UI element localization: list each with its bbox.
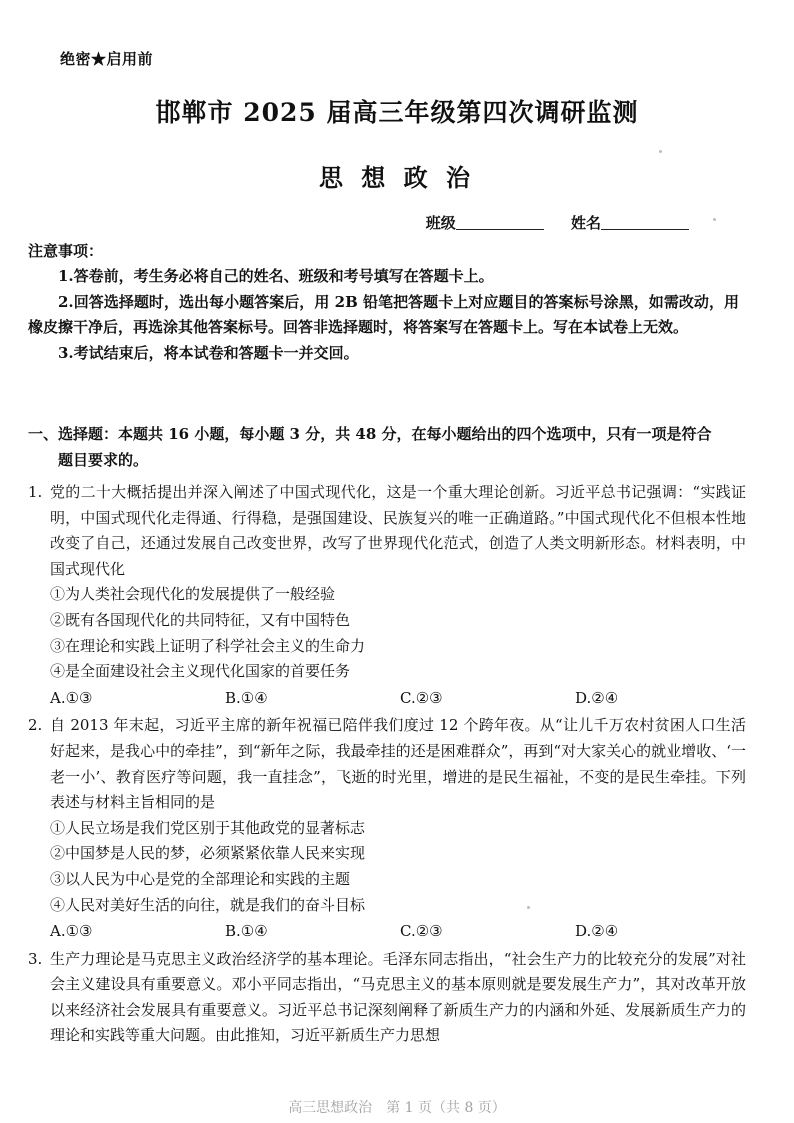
secret-label: 绝密★启用前 bbox=[60, 50, 154, 68]
choice-a[interactable]: A.①③ bbox=[50, 688, 93, 707]
choice-b[interactable]: B.①④ bbox=[225, 922, 268, 941]
class-field-blank[interactable] bbox=[456, 214, 544, 230]
student-fields bbox=[404, 212, 689, 233]
scan-speck bbox=[659, 150, 662, 153]
question-list bbox=[28, 480, 746, 1051]
section-heading-line2: 题目要求的。 bbox=[58, 450, 149, 469]
page-title: 邯郸市 2025 届高三年级第四次调研监测 bbox=[155, 98, 639, 127]
question-option: ④是全面建设社会主义现代化国家的首要任务 bbox=[50, 662, 351, 681]
choice-c[interactable]: C.②③ bbox=[400, 922, 443, 941]
question-item bbox=[28, 713, 746, 944]
class-field-label: 班级 bbox=[425, 214, 456, 232]
question-number: 1. bbox=[28, 483, 43, 501]
question-number: 3. bbox=[28, 949, 43, 968]
class-field bbox=[426, 212, 544, 233]
question-choices bbox=[50, 919, 746, 945]
section-heading-line1: 一、选择题：本题共 16 小题，每小题 3 分，共 48 分，在每小题给出的四个选项中，只有一项是符合 bbox=[28, 425, 712, 443]
notice-body bbox=[28, 264, 739, 366]
question-stem: 自 2013 年末起，习近平主席的新年祝福已陪伴我们度过 12 个跨年夜。从“让儿千万农村贫困人口生活好起来，是我心中的牵挂”，到“新年之际，我最牵挂的还是困难群众”，再到“对大家关心的就业增收、‘一老一小’、教育医疗等问题，我一直挂念”，飞逝的时光里，增进的是民生福祉，不变的是民生牵挂。下列表述与材料主旨相同的是 bbox=[50, 716, 746, 812]
choice-a[interactable]: A.①③ bbox=[50, 922, 93, 941]
choice-c[interactable]: C.②③ bbox=[400, 688, 443, 707]
question-option: ②既有各国现代化的共同特征，又有中国特色 bbox=[50, 610, 351, 629]
choice-d[interactable]: D.②④ bbox=[575, 688, 619, 707]
choice-b[interactable]: B.①④ bbox=[225, 688, 268, 707]
question-choices bbox=[50, 686, 746, 712]
notice-item-2: 2.回答选择题时，选出每小题答案后，用 2B 铅笔把答题卡上对应题目的答案标号涂黑，如需改动，用橡皮擦干净后，再选涂其他答案标号。回答非选择题时，将答案写在答题卡上。写在本试卷上无效。 bbox=[28, 292, 739, 336]
question-option: ④人民对美好生活的向往，就是我们的奋斗目标 bbox=[50, 895, 366, 914]
name-field bbox=[571, 212, 689, 233]
question-option: ②中国梦是人民的梦，必须紧紧依靠人民来实现 bbox=[50, 844, 366, 863]
scan-speck bbox=[527, 906, 530, 909]
choice-d[interactable]: D.②④ bbox=[575, 922, 619, 941]
subject-title: 思 想 政 治 bbox=[318, 163, 476, 192]
question-item bbox=[28, 480, 746, 711]
name-field-blank[interactable] bbox=[601, 214, 689, 230]
question-option: ③以人民为中心是党的全部理论和实践的主题 bbox=[50, 869, 351, 888]
question-option: ③在理论和实践上证明了科学社会主义的生命力 bbox=[50, 636, 366, 655]
section-heading bbox=[28, 422, 739, 473]
name-field-label: 姓名 bbox=[570, 214, 601, 232]
question-option: ①为人类社会现代化的发展提供了一般经验 bbox=[50, 585, 336, 604]
question-number: 2. bbox=[28, 716, 43, 735]
notice-item-3: 3.考试结束后，将本试卷和答题卡一并交回。 bbox=[58, 343, 359, 362]
scan-speck bbox=[713, 218, 716, 221]
question-option: ①人民立场是我们党区别于其他政党的显著标志 bbox=[50, 818, 366, 837]
page-footer: 高三思想政治 第 1 页（共 8 页） bbox=[288, 1100, 506, 1116]
question-stem: 党的二十大概括提出并深入阐述了中国式现代化，这是一个重大理论创新。习近平总书记强调：“实践证明，中国式现代化走得通、行得稳，是强国建设、民族复兴的唯一正确道路。”中国式现代化不但根本性地改变了自己，还通过发展自己改变世界，改写了世界现代化范式，创造了人类文明新形态。材料表明，中国式现代化 bbox=[50, 483, 746, 578]
notice-title: 注意事项： bbox=[28, 242, 104, 260]
question-stem: 生产力理论是马克思主义政治经济学的基本理论。毛泽东同志指出，“社会生产力的比较充分的发展”对社会主义建设具有重要意义。邓小平同志指出，“马克思主义的基本原则就是要发展生产力”，其对改革开放以来经济社会发展具有重要意义。习近平总书记深刻阐释了新质生产力的内涵和外延、发展新质生产力的理论和实践等重大问题。由此推知，习近平新质生产力思想 bbox=[50, 949, 746, 1045]
question-item bbox=[28, 947, 746, 1049]
notice-item-1: 1.答卷前，考生务必将自己的姓名、班级和考号填写在答题卡上。 bbox=[58, 267, 494, 285]
